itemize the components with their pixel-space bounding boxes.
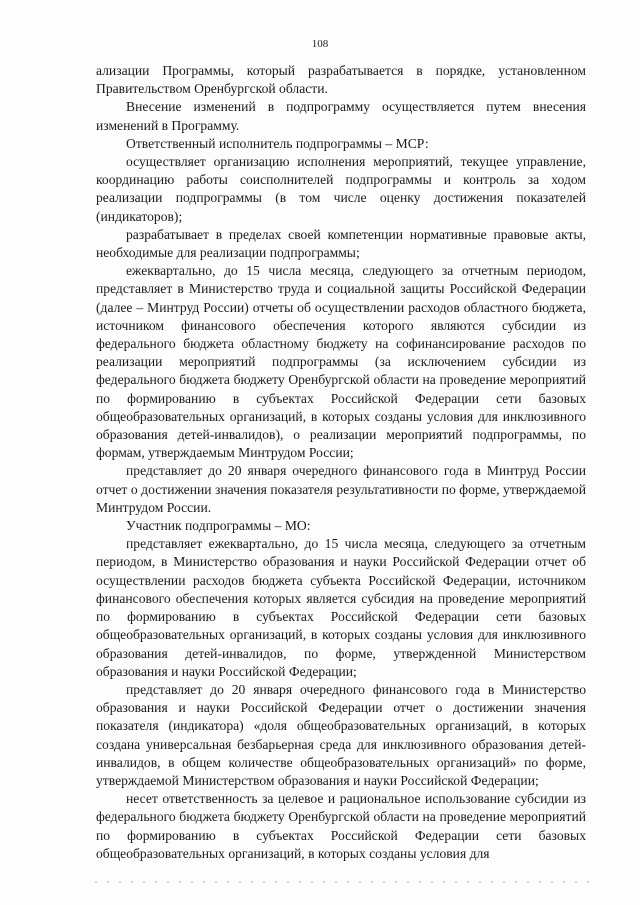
paragraph-responsible-executor-heading: Ответственный исполнитель подпрограммы – МСР: bbox=[126, 135, 429, 151]
document-body bbox=[96, 62, 586, 863]
paragraph-msr-quarterly-report: ежеквартально, до 15 числа месяца, следующего за отчетным периодом, представляет в Министерство труда и социальной защиты Российской Федерации (далее – Минтруд России) отчеты об осуществлении расходов областного бюджета, источником финансового обеспечения которого являются субсидии из федерального бюджета областному бюджету на софинансирование расходов по реализации мероприятий подпрограммы (за исключением субсидии из федерального бюджета бюджету Оренбургской области на проведение мероприятий по формированию в субъектах Российской Федерации сети базовых общеобразовательных организаций, в которых созданы условия для инклюзивного образования детей-инвалидов), о реализации мероприятий подпрограммы, по формам, утверждаемым Минтрудом России; bbox=[96, 263, 586, 461]
paragraph-mo-annual-indicator: представляет до 20 января очередного финансового года в Министерство образования и науки Российской Федерации отчет о достижении значения показателя (индикатора) «доля общеобразовательных организаций, в которых создана универсальная безбарьерная среда для инклюзивного образования детей-инвалидов, в общем количестве общеобразовательных организаций» по форме, утверждаемой Министерством образования и науки Российской Федерации; bbox=[96, 681, 586, 788]
paragraph-msr-develops-acts: разрабатывает в пределах своей компетенции нормативные правовые акты, необходимые для реализации подпрограммы; bbox=[96, 226, 586, 261]
page-number: 108 bbox=[311, 38, 329, 50]
paragraph-amendments: Внесение изменений в подпрограмму осуществляется путем внесения изменений в Программу. bbox=[96, 99, 586, 133]
scan-artifact-dots bbox=[90, 880, 590, 884]
paragraph-msr-annual-report: представляет до 20 января очередного финансового года в Минтруд России отчет о достижении значения показателя результативности по форме, утверждаемой Минтрудом России. bbox=[96, 463, 586, 515]
paragraph-participant-heading: Участник подпрограммы – МО: bbox=[126, 518, 311, 534]
paragraph-mo-responsibility: несет ответственность за целевое и рациональное использование субсидии из федерального бюджета бюджету Оренбургской области на проведение мероприятий по формированию в субъектах Российской Федерации сети базовых общеобразовательных организаций, в которых созданы условия для bbox=[96, 791, 586, 861]
paragraph-msr-organizes: осуществляет организацию исполнения мероприятий, текущее управление, координацию работы соисполнителей подпрограммы и контроль за ходом реализации подпрограммы (в том числе оценку достижения показателей (индикаторов); bbox=[96, 154, 586, 224]
paragraph-continuation: ализации Программы, который разрабатывается в порядке, установленном Правительством Оренбургской области. bbox=[96, 63, 586, 97]
paragraph-mo-quarterly-report: представляет ежеквартально, до 15 числа месяца, следующего за отчетным периодом, в Министерство образования и науки Российской Федерации отчет об осуществлении расходов бюджета субъекта Российской Федерации, источником финансового обеспечения которых является субсидия на проведение мероприятий по формированию в субъектах Российской Федерации сети базовых общеобразовательных организаций, в которых созданы условия для инклюзивного образования детей-инвалидов, по форме, утвержденной Министерством образования и науки Российской Федерации; bbox=[96, 536, 586, 679]
